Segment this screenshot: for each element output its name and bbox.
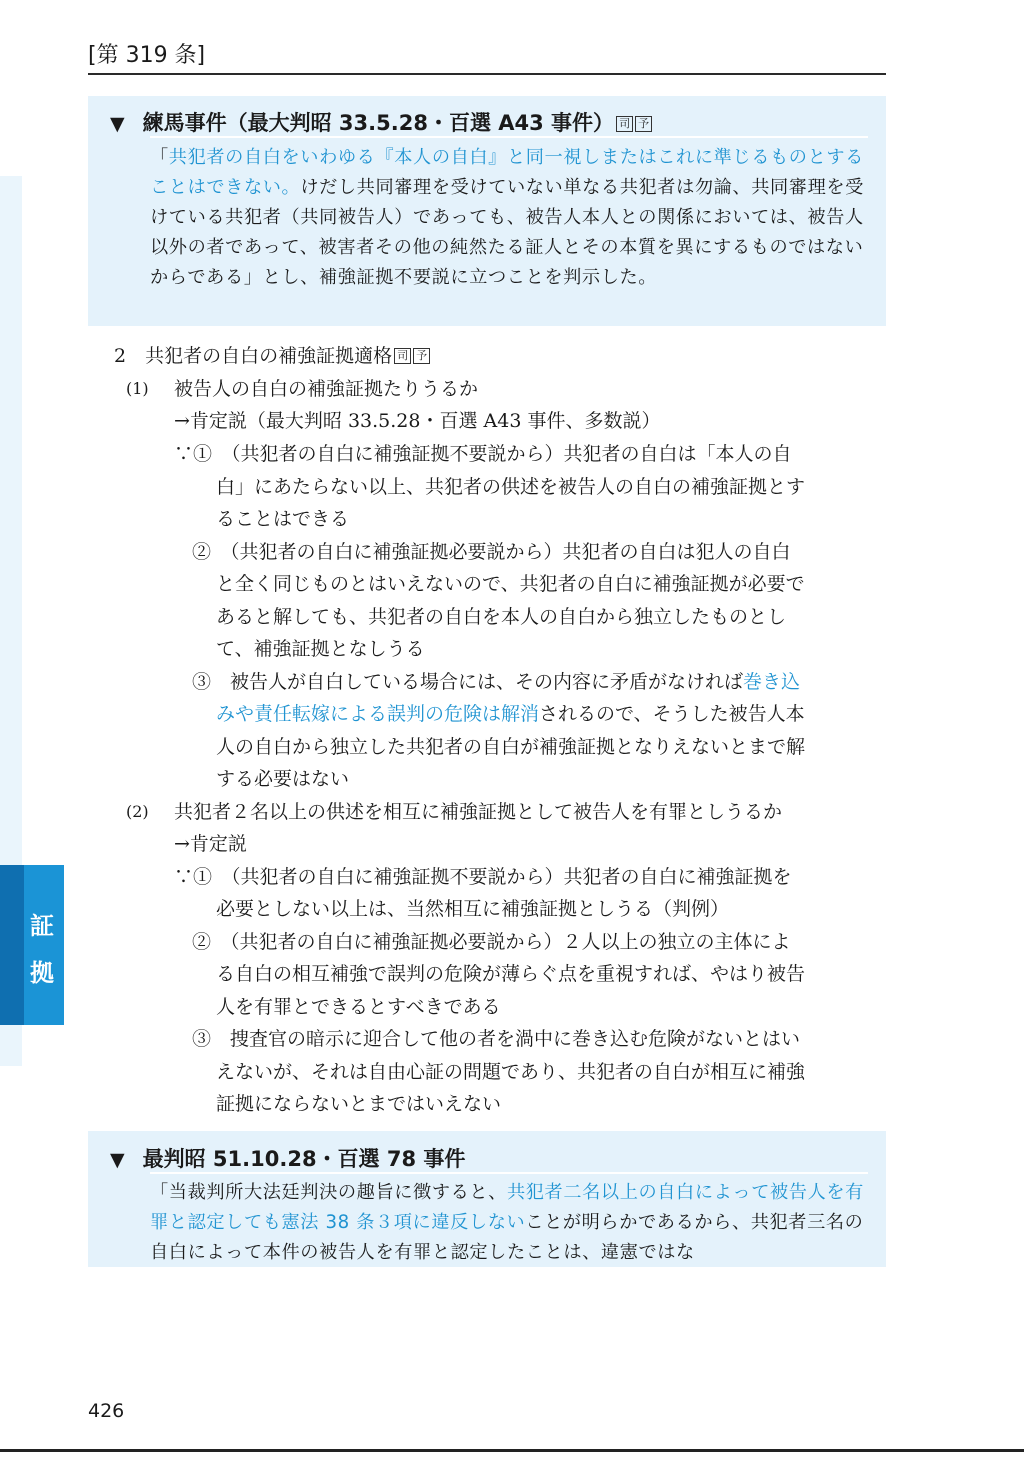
reason-highlight: 巻き込 [743, 671, 801, 693]
section-heading-text: 2 共犯者の自白の補強証拠適格 [114, 345, 393, 367]
case-title [110, 107, 652, 137]
badge-yo: 予 [635, 116, 652, 132]
side-tab-inner [0, 865, 24, 1025]
reason-line: ∵① （共犯者の自白に補強証拠不要説から）共犯者の自白は「本人の自 [174, 443, 792, 465]
reason-text: ③ 被告人が自白している場合には、その内容に矛盾がなければ [192, 671, 744, 693]
badge-shi: 司 [394, 348, 411, 364]
item-question-2: 共犯者２名以上の供述を相互に補強証拠として被告人を有罪としうるか [174, 801, 783, 823]
reason-line: する必要はない [216, 768, 350, 790]
item-question-1: 被告人の自白の補強証拠たりうるか [174, 378, 479, 400]
case-body-rest: けだし共同審理を受けていない単なる共犯者は勿論、共同審理を受けている共犯者（共同被告人）であっても、被告人本人との関係においては、被告人以外の者であって、被害者その他の純然たる証人とその本質を異にするものではないからである」とし、補強証拠不要説に立つことを判示した。 [150, 177, 864, 288]
reason-line: ることはできる [216, 508, 350, 530]
case-box-1976 [88, 1131, 886, 1267]
page-number: 426 [88, 1400, 125, 1422]
case-title [110, 1143, 465, 1173]
case-body-rest: ことが明らかであるから、共犯者三名の自白によって本件の被告人を有罪と認定したことは、違憲ではな [150, 1212, 864, 1263]
reason-line: て、補強証拠となしうる [216, 638, 425, 660]
case-title-text: 最判昭 51.10.28・百選 78 事件 [142, 1147, 466, 1171]
triangle-marker-icon: ▼ [110, 1149, 125, 1171]
case-body-open: 「当裁判所大法廷判決の趣旨に徴すると、 [150, 1182, 507, 1203]
reason-line: ∵① （共犯者の自白に補強証拠不要説から）共犯者の自白に補強証拠を [174, 866, 792, 888]
reason-line [216, 702, 805, 726]
reason-line: ② （共犯者の自白に補強証拠必要説から）共犯者の自白は犯人の自白 [192, 541, 791, 563]
item-conclusion-2: →肯定説 [174, 833, 247, 855]
case-highlight: 共犯者の自白をいわゆる『本人の自白』と同一視しまたはこれに準じるものとすることはできない。 [150, 147, 864, 198]
item-number-1: (1) [126, 379, 149, 398]
reason-line: 証拠にならないとまではいえない [216, 1093, 502, 1115]
reason-line: 人を有罪とできるとすべきである [216, 996, 501, 1018]
quote-open: 「 [150, 147, 169, 168]
header-rule [88, 73, 886, 75]
reason-line: る自白の相互補強で誤判の危険が薄らぐ点を重視すれば、やはり被告 [216, 963, 806, 985]
triangle-marker-icon: ▼ [110, 113, 125, 135]
reason-line: と全く同じものとはいえないので、共犯者の自白に補強証拠が必要で [216, 573, 805, 595]
case-body [150, 1178, 868, 1268]
section-heading [114, 344, 430, 368]
case-highlight: 共犯者二名以上の自白によって被告人を有罪と認定しても憲法 38 条３項に違反しない [150, 1182, 864, 1233]
case-title-rule [150, 136, 868, 138]
side-tab-char-2: 拠 [30, 959, 54, 987]
case-body [150, 143, 868, 293]
reason-line: 白」にあたらない以上、共犯者の供述を被告人の自白の補強証拠とす [216, 476, 806, 498]
case-title-rule [150, 1172, 868, 1174]
case-box-nerima [88, 96, 886, 326]
reason-line: あると解しても、共犯者の自白を本人の自白から独立したものとし [216, 606, 787, 628]
reason-highlight: みや責任転嫁による誤判の危険は解消 [216, 703, 540, 725]
bottom-rule [0, 1449, 1024, 1452]
reason-line [192, 670, 800, 694]
reason-line: ② （共犯者の自白に補強証拠必要説から）２人以上の独立の主体によ [192, 931, 791, 953]
reason-line: ③ 捜査官の暗示に迎合して他の者を渦中に巻き込む危険がないとはい [192, 1028, 801, 1050]
badge-yo: 予 [413, 348, 430, 364]
side-tab-char-1: 証 [30, 912, 54, 940]
reason-line: 必要としない以上は、当然相互に補強証拠としうる（判例） [216, 898, 730, 920]
reason-line: えないが、それは自由心証の問題であり、共犯者の自白が相互に補強 [216, 1061, 806, 1083]
reason-text: されるので、そうした被告人本 [539, 703, 805, 725]
case-title-text: 練馬事件（最大判昭 33.5.28・百選 A43 事件） [142, 111, 615, 135]
item-conclusion-1: →肯定説（最大判昭 33.5.28・百選 A43 事件、多数説） [174, 410, 661, 432]
reason-line: 人の自白から独立した共犯者の自白が補強証拠となりえないとまで解 [216, 736, 806, 758]
item-number-2: (2) [126, 802, 149, 821]
badge-shi: 司 [616, 116, 633, 132]
section-header: [第 319 条] [88, 43, 206, 68]
